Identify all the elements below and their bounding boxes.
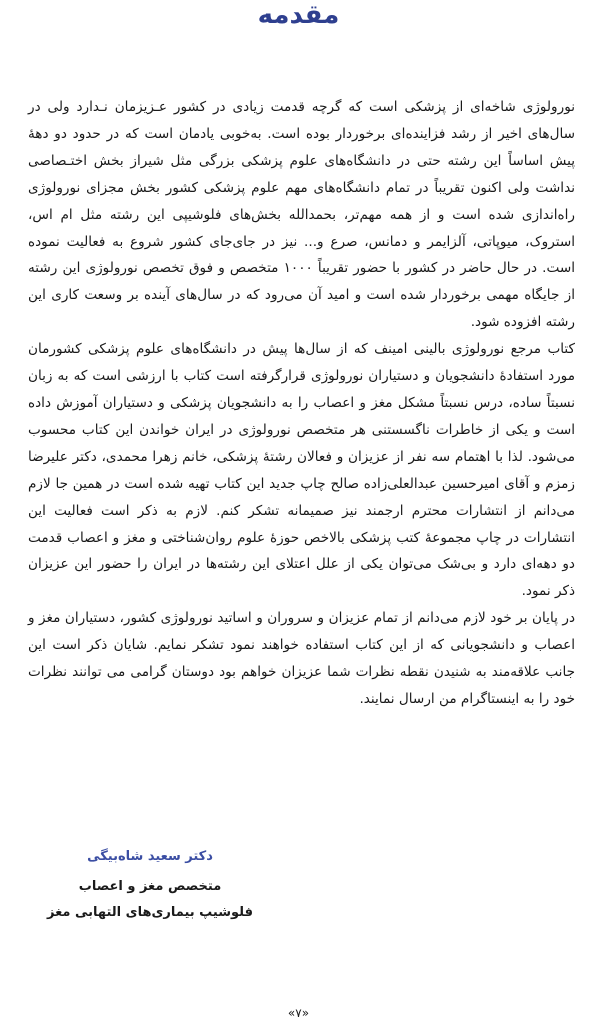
paragraph-1: نورولوژی شاخه‌ای از پزشکی است که گرچه قدمت زیادی در کشور عـزیزمان نـدارد ولی در سال‌های اخیر از رشد فزاینده‌ای برخوردار بوده است. به‌خوبی یادمان است که در حدود دو دههٔ پیش اساساً این رشته حتی در دانشگاه‌های علوم پزشکی بزرگی مثل شیراز بخش اختـصاصی نداشت ولی اکنون تقریباً در تمام دانشگاه‌های مهم علوم پزشکی کشور بخش مجزای نورولوژی راه‌اندازی شده است و از همه مهم‌تر، بحمدالله بخش‌های فلوشیپی این رشته مثل ام اس، استروک، میوپاتی، آلزایمر و دمانس، صرع و... نیز در جای‌جای کشور شروع به فعالیت نموده است. در حال حاضر در کشور با حضور تقریباً ۱۰۰۰ متخصص و فوق تخصص نورولوژی این رشته از جایگاه مهمی برخوردار شده است و امید آن می‌رود که در سال‌های آینده بر وسعت کاری این رشته افزوده شود. xyxy=(28,99,575,331)
paragraph-3: در پایان بر خود لازم می‌دانم از تمام عزیزان و سروران و اساتید نورولوژی کشور، دستیاران مغز و اعصاب و دانشجویانی که از این کتاب استفاده خواهند نمود تشکر نمایم. شایان ذکر است این جانب علاقه‌مند به شنیدن نقطه نظرات شما عزیزان خواهم بود دوستان گرامی می توانند نظرات خود را به اینستاگرام من ارسال نمایند. xyxy=(28,610,575,707)
paragraph-2: کتاب مرجع نورولوژی بالینی امینف که از سال‌ها پیش در دانشگاه‌های علوم پزشکی کشورمان مورد استفادهٔ دانشجویان و دستیاران نورولوژی قرارگرفته است کتاب با ارزشی است که به زبان نسبتاً ساده، درس نسبتاً مشکل مغز و اعصاب را به دانشجویان پزشکی و دستیاران آموزش داده است و یکی از خاطرات ناگسستنی هر متخصص نورولوژی در ایران خواندن این کتاب محسوب می‌شود. لذا با اهتمام سه نفر از عزیزان و فعالان رشتهٔ پزشکی، خانم زهرا محمدی، دکتر علیرضا زمزم و آقای امیرحسین عبدالعلی‌زاده صالح چاپ جدید این کتاب تهیه شده است در همین جا لازم می‌دانم از انتشارات محترم ارجمند نیز صمیمانه تشکر کنم. لازم به ذکر است فعالیت این انتشارات در چاپ مجموعهٔ کتب پزشکی بالاخص حوزهٔ علوم روان‌شناختی و مغز و اعصاب قدمت دو دهه‌ای دارد و بی‌شک می‌توان یکی از علل اعتلای این رشته‌ها در ایران را حضور این عزیزان ذکر نمود. xyxy=(28,341,575,600)
signature-fellowship: فلوشیپ بیماری‌های التهابی مغز xyxy=(46,905,253,920)
signature-block xyxy=(40,846,260,926)
page-title: مقدمه xyxy=(257,0,340,30)
signature-specialty: متخصص مغز و اعصاب xyxy=(78,879,222,894)
signature-name: دکتر سعید شاه‌بیگی xyxy=(87,849,213,864)
body-text xyxy=(28,94,575,713)
page-number: «۷» xyxy=(287,1006,310,1020)
